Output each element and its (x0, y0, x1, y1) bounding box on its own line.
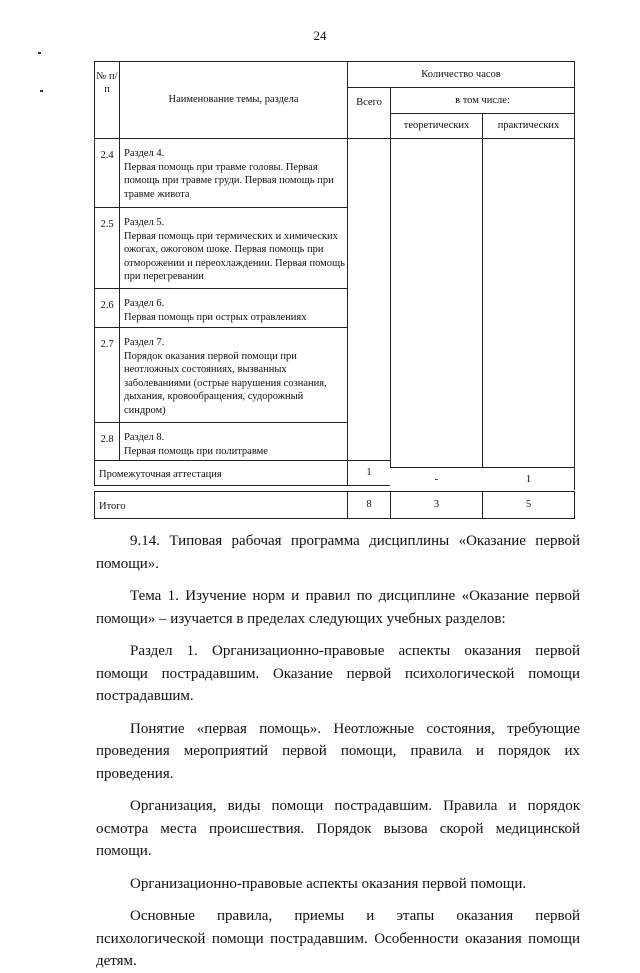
summary-table (94, 491, 575, 519)
header-hours: Количество часов (348, 62, 575, 88)
summary-label: Итого (95, 492, 348, 519)
summary-total: 8 (348, 492, 391, 519)
scan-mark (40, 90, 43, 92)
row-practical (483, 139, 575, 486)
summary-theoretical: 3 (391, 492, 483, 519)
intermediate-label: Промежуточная аттестация (95, 461, 348, 486)
header-num: № п/п (95, 62, 120, 139)
row-num: 2.6 (95, 289, 120, 328)
header-total: Всего (348, 88, 391, 139)
paragraph: Основные правила, приемы и этапы оказания первой психологической помощи пострадавшим. Особенности оказания помощи детям. (96, 908, 580, 969)
row-name: Раздел 7. Порядок оказания первой помощи при неотложных состояниях, вызванных заболеваниями (острые нарушения сознания, дыхания, кровообращения, судорожный синдром) (120, 328, 348, 423)
paragraph: Раздел 1. Организационно-правовые аспекты оказания первой помощи пострадавшим. Оказание первой психологической помощи пострадавшим. (96, 643, 580, 704)
body-text (96, 530, 580, 973)
row-num: 2.4 (95, 139, 120, 208)
paragraph: Тема 1. Изучение норм и правил по дисциплине «Оказание первой помощи» – изучается в пределах следующих учебных разделов: (96, 588, 580, 627)
row-num: 2.8 (95, 423, 120, 461)
paragraph: Организация, виды помощи пострадавшим. Правила и порядок осмотра места происшествия. Порядок вызова скорой медицинской помощи. (96, 798, 580, 859)
summary-practical: 5 (483, 492, 575, 519)
row-name: Раздел 5. Первая помощь при термических и химических ожогах, ожоговом шоке. Первая помощь при отморожении и переохлаждении. Первая помощь при перегревании (120, 208, 348, 289)
intermediate-total: 1 (348, 461, 391, 486)
summary-row (95, 492, 575, 519)
scan-mark (38, 52, 41, 54)
row-num: 2.5 (95, 208, 120, 289)
row-name: Раздел 4. Первая помощь при травме головы. Первая помощь при травме груди. Первая помощь при травме живота (120, 139, 348, 208)
paragraph: Организационно-правовые аспекты оказания первой помощи. (130, 875, 527, 892)
row-theoretical (391, 139, 483, 486)
intermediate-practical: 1 (483, 467, 575, 490)
row-name: Раздел 8. Первая помощь при политравме (120, 423, 348, 461)
row-name: Раздел 6. Первая помощь при острых отравлениях (120, 289, 348, 328)
header-theoretical: теоретических (391, 114, 483, 139)
table-row (95, 139, 575, 208)
row-num: 2.7 (95, 328, 120, 423)
header-name: Наименование темы, раздела (120, 62, 348, 139)
section-heading: 9.14. Типовая рабочая программа дисциплины «Оказание первой помощи». (96, 533, 580, 572)
header-including: в том числе: (391, 88, 575, 114)
row-total (348, 139, 391, 461)
paragraph: Понятие «первая помощь». Неотложные состояния, требующие проведения мероприятий первой помощи, правила и порядок их проведения. (96, 720, 580, 782)
intermediate-theoretical: - (390, 467, 484, 490)
hours-table (94, 61, 575, 486)
page-number: 24 (313, 28, 327, 43)
header-practical: практических (483, 114, 575, 139)
